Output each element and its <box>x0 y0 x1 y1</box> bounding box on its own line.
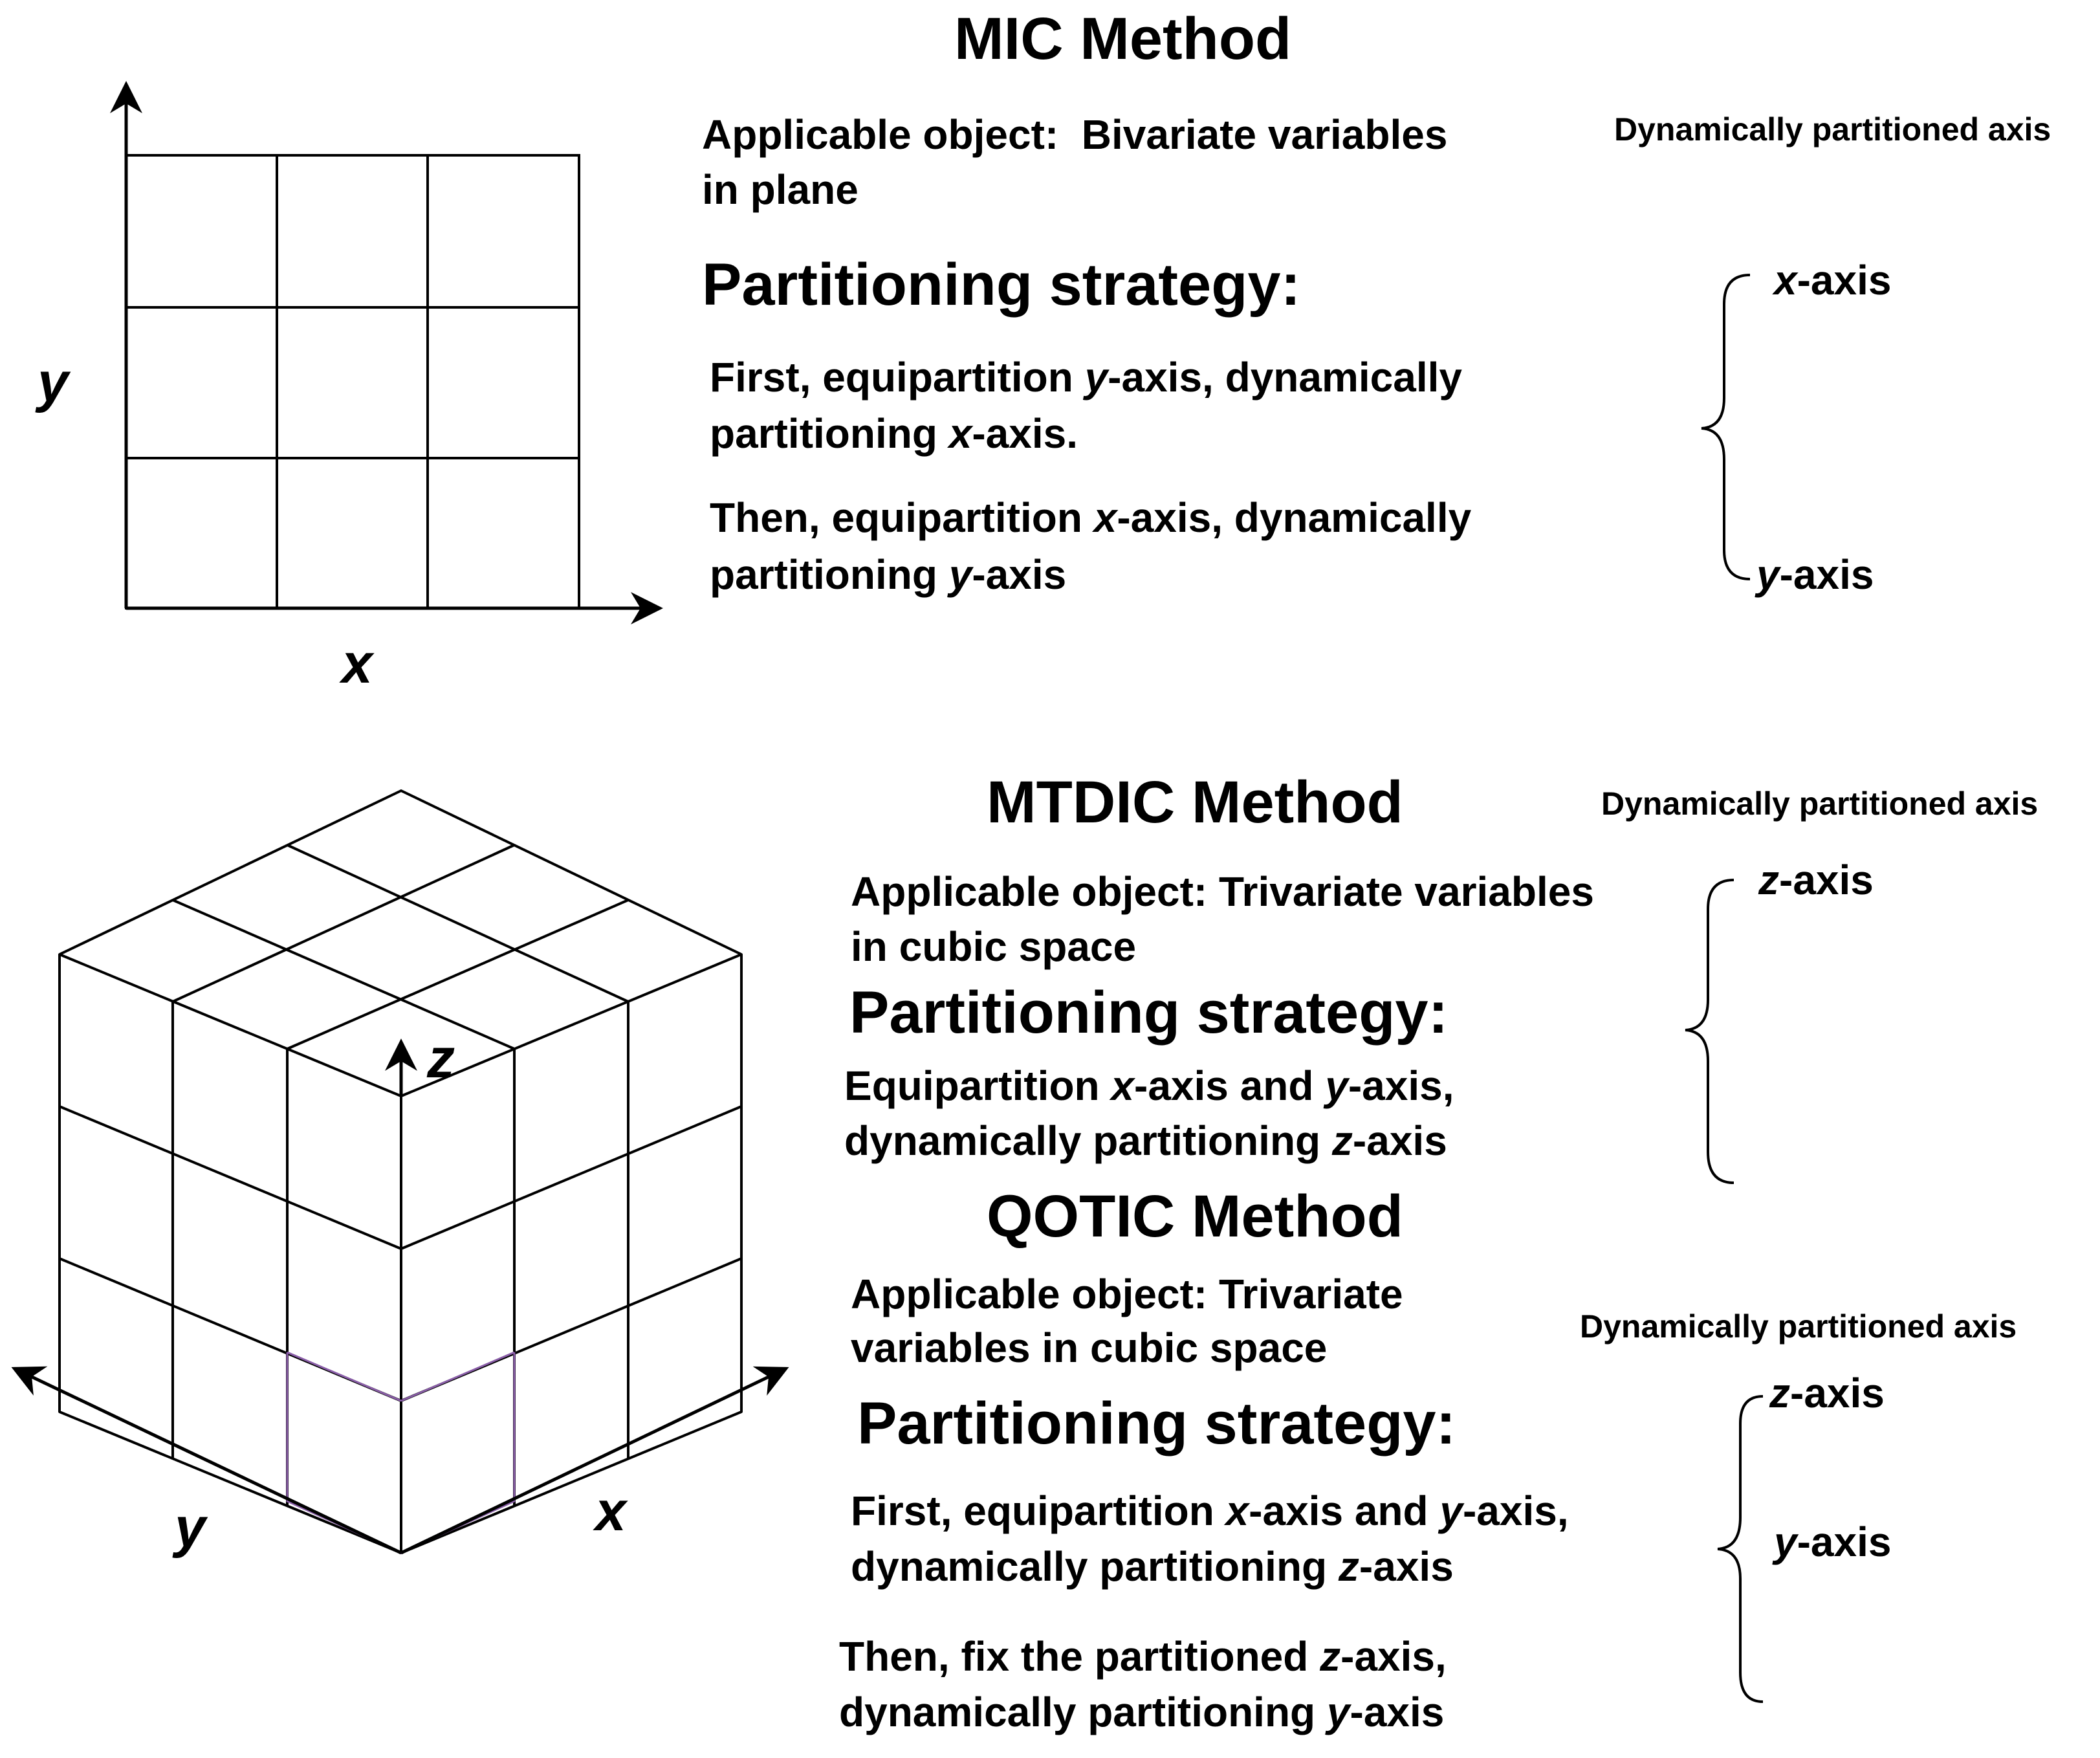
mic-object-value: Bivariate variables <box>1081 111 1448 158</box>
text-run: -axis <box>1779 551 1874 598</box>
mtdic-title: MTDIC Method <box>987 769 1403 835</box>
text-run: -axis <box>1359 1543 1454 1590</box>
qotic-object: Applicable object: Trivariate <box>851 1271 1403 1317</box>
mtdic-axis-top <box>1758 855 1874 905</box>
text-run: First, equipartition <box>710 354 1085 401</box>
variable-name: y <box>1439 1488 1463 1534</box>
text-run: -axis <box>1352 1117 1447 1164</box>
variable-name: y <box>948 551 972 598</box>
cube-z-label: z <box>427 1027 455 1090</box>
text-run: First, equipartition <box>851 1488 1226 1534</box>
variable-name: z <box>1758 857 1779 903</box>
mic-object-label: Applicable object: <box>702 111 1059 158</box>
text-run: -axis. <box>972 410 1078 457</box>
variable-name: y <box>1325 1062 1348 1109</box>
mtdic-axis-note: Dynamically partitioned axis <box>1601 786 2039 822</box>
text-run: -axis, <box>1462 1488 1569 1534</box>
text-run: -axis <box>1797 257 1892 303</box>
text-run: -axis and <box>1249 1488 1440 1534</box>
variable-name: x <box>948 410 972 457</box>
mic-object <box>702 110 1447 160</box>
variable-name: x <box>1093 494 1117 541</box>
mic-strategy-heading: Partitioning strategy: <box>702 252 1301 318</box>
mic-step2 <box>710 493 1471 543</box>
text-run: dynamically partitioning <box>839 1689 1327 1735</box>
variable-name: y <box>1084 354 1108 401</box>
mic-grid-cells <box>126 155 579 608</box>
variable-name: z <box>1338 1543 1359 1590</box>
variable-name: z <box>1331 1117 1353 1164</box>
text-run: -axis and <box>1134 1062 1326 1109</box>
mic-axis-bottom <box>1756 550 1874 600</box>
mtdic-step1 <box>844 1061 1454 1111</box>
text-run: -axis <box>1797 1519 1892 1565</box>
cube-x-label: x <box>595 1480 626 1543</box>
qotic-brace <box>1718 1396 1763 1702</box>
variable-name: x <box>1111 1062 1134 1109</box>
mic-y-label: y <box>38 351 69 413</box>
mic-step1 <box>710 353 1462 402</box>
mtdic-strategy-heading: Partitioning strategy: <box>849 980 1449 1046</box>
mic-step2b <box>710 550 1066 600</box>
qotic-strategy-heading: Partitioning strategy: <box>857 1390 1456 1456</box>
variable-name: x <box>1774 257 1797 303</box>
text-run: partitioning <box>710 551 949 598</box>
mtdic-object: Applicable object: Trivariate variables <box>851 868 1594 915</box>
text-run: Equipartition <box>844 1062 1111 1109</box>
cube-y-axis <box>14 1368 401 1553</box>
text-run: -axis <box>1350 1689 1445 1735</box>
mic-title: MIC Method <box>954 6 1292 72</box>
mic-brace <box>1701 275 1750 579</box>
qotic-axis-mid <box>1774 1517 1891 1567</box>
mtdic-step1b <box>844 1116 1447 1166</box>
text-run: partitioning <box>710 410 949 457</box>
variable-name: y <box>1774 1519 1797 1565</box>
qotic-axis-note: Dynamically partitioned axis <box>1580 1308 2017 1345</box>
mic-axis-top <box>1774 256 1891 305</box>
mtdic-object-line2: in cubic space <box>851 923 1137 970</box>
text-run: dynamically partitioning <box>851 1543 1339 1590</box>
variable-name: z <box>1320 1633 1341 1680</box>
variable-name: x <box>1225 1488 1249 1534</box>
text-run: -axis <box>1790 1370 1885 1416</box>
text-run: -axis, dynamically <box>1108 354 1462 401</box>
mic-step1b <box>710 409 1078 459</box>
qotic-axis-top <box>1769 1368 1885 1418</box>
text-run: Then, equipartition <box>710 494 1094 541</box>
cube-x-axis <box>401 1368 786 1553</box>
mtdic-brace <box>1685 880 1734 1183</box>
text-run: -axis <box>972 551 1067 598</box>
variable-name: y <box>1326 1689 1350 1735</box>
qotic-object-line2: variables in cubic space <box>851 1324 1328 1371</box>
text-run: -axis, <box>1340 1633 1447 1680</box>
text-run: -axis, <box>1348 1062 1454 1109</box>
qotic-title: QOTIC Method <box>987 1183 1403 1249</box>
qotic-step1 <box>851 1486 1569 1536</box>
mic-object-line2: in plane <box>702 166 859 213</box>
mic-x-label: x <box>342 633 373 695</box>
text-run: -axis <box>1779 857 1874 903</box>
text-run: dynamically partitioning <box>844 1117 1332 1164</box>
qotic-step1b <box>851 1542 1454 1592</box>
mic-axis-note: Dynamically partitioned axis <box>1614 111 2051 148</box>
qotic-step2 <box>839 1632 1447 1682</box>
text-run: -axis, dynamically <box>1117 494 1472 541</box>
qotic-step2b <box>839 1687 1444 1737</box>
text-run: Then, fix the partitioned <box>839 1633 1320 1680</box>
variable-name: z <box>1769 1370 1790 1416</box>
cube-y-label: y <box>175 1497 206 1559</box>
variable-name: y <box>1756 551 1780 598</box>
